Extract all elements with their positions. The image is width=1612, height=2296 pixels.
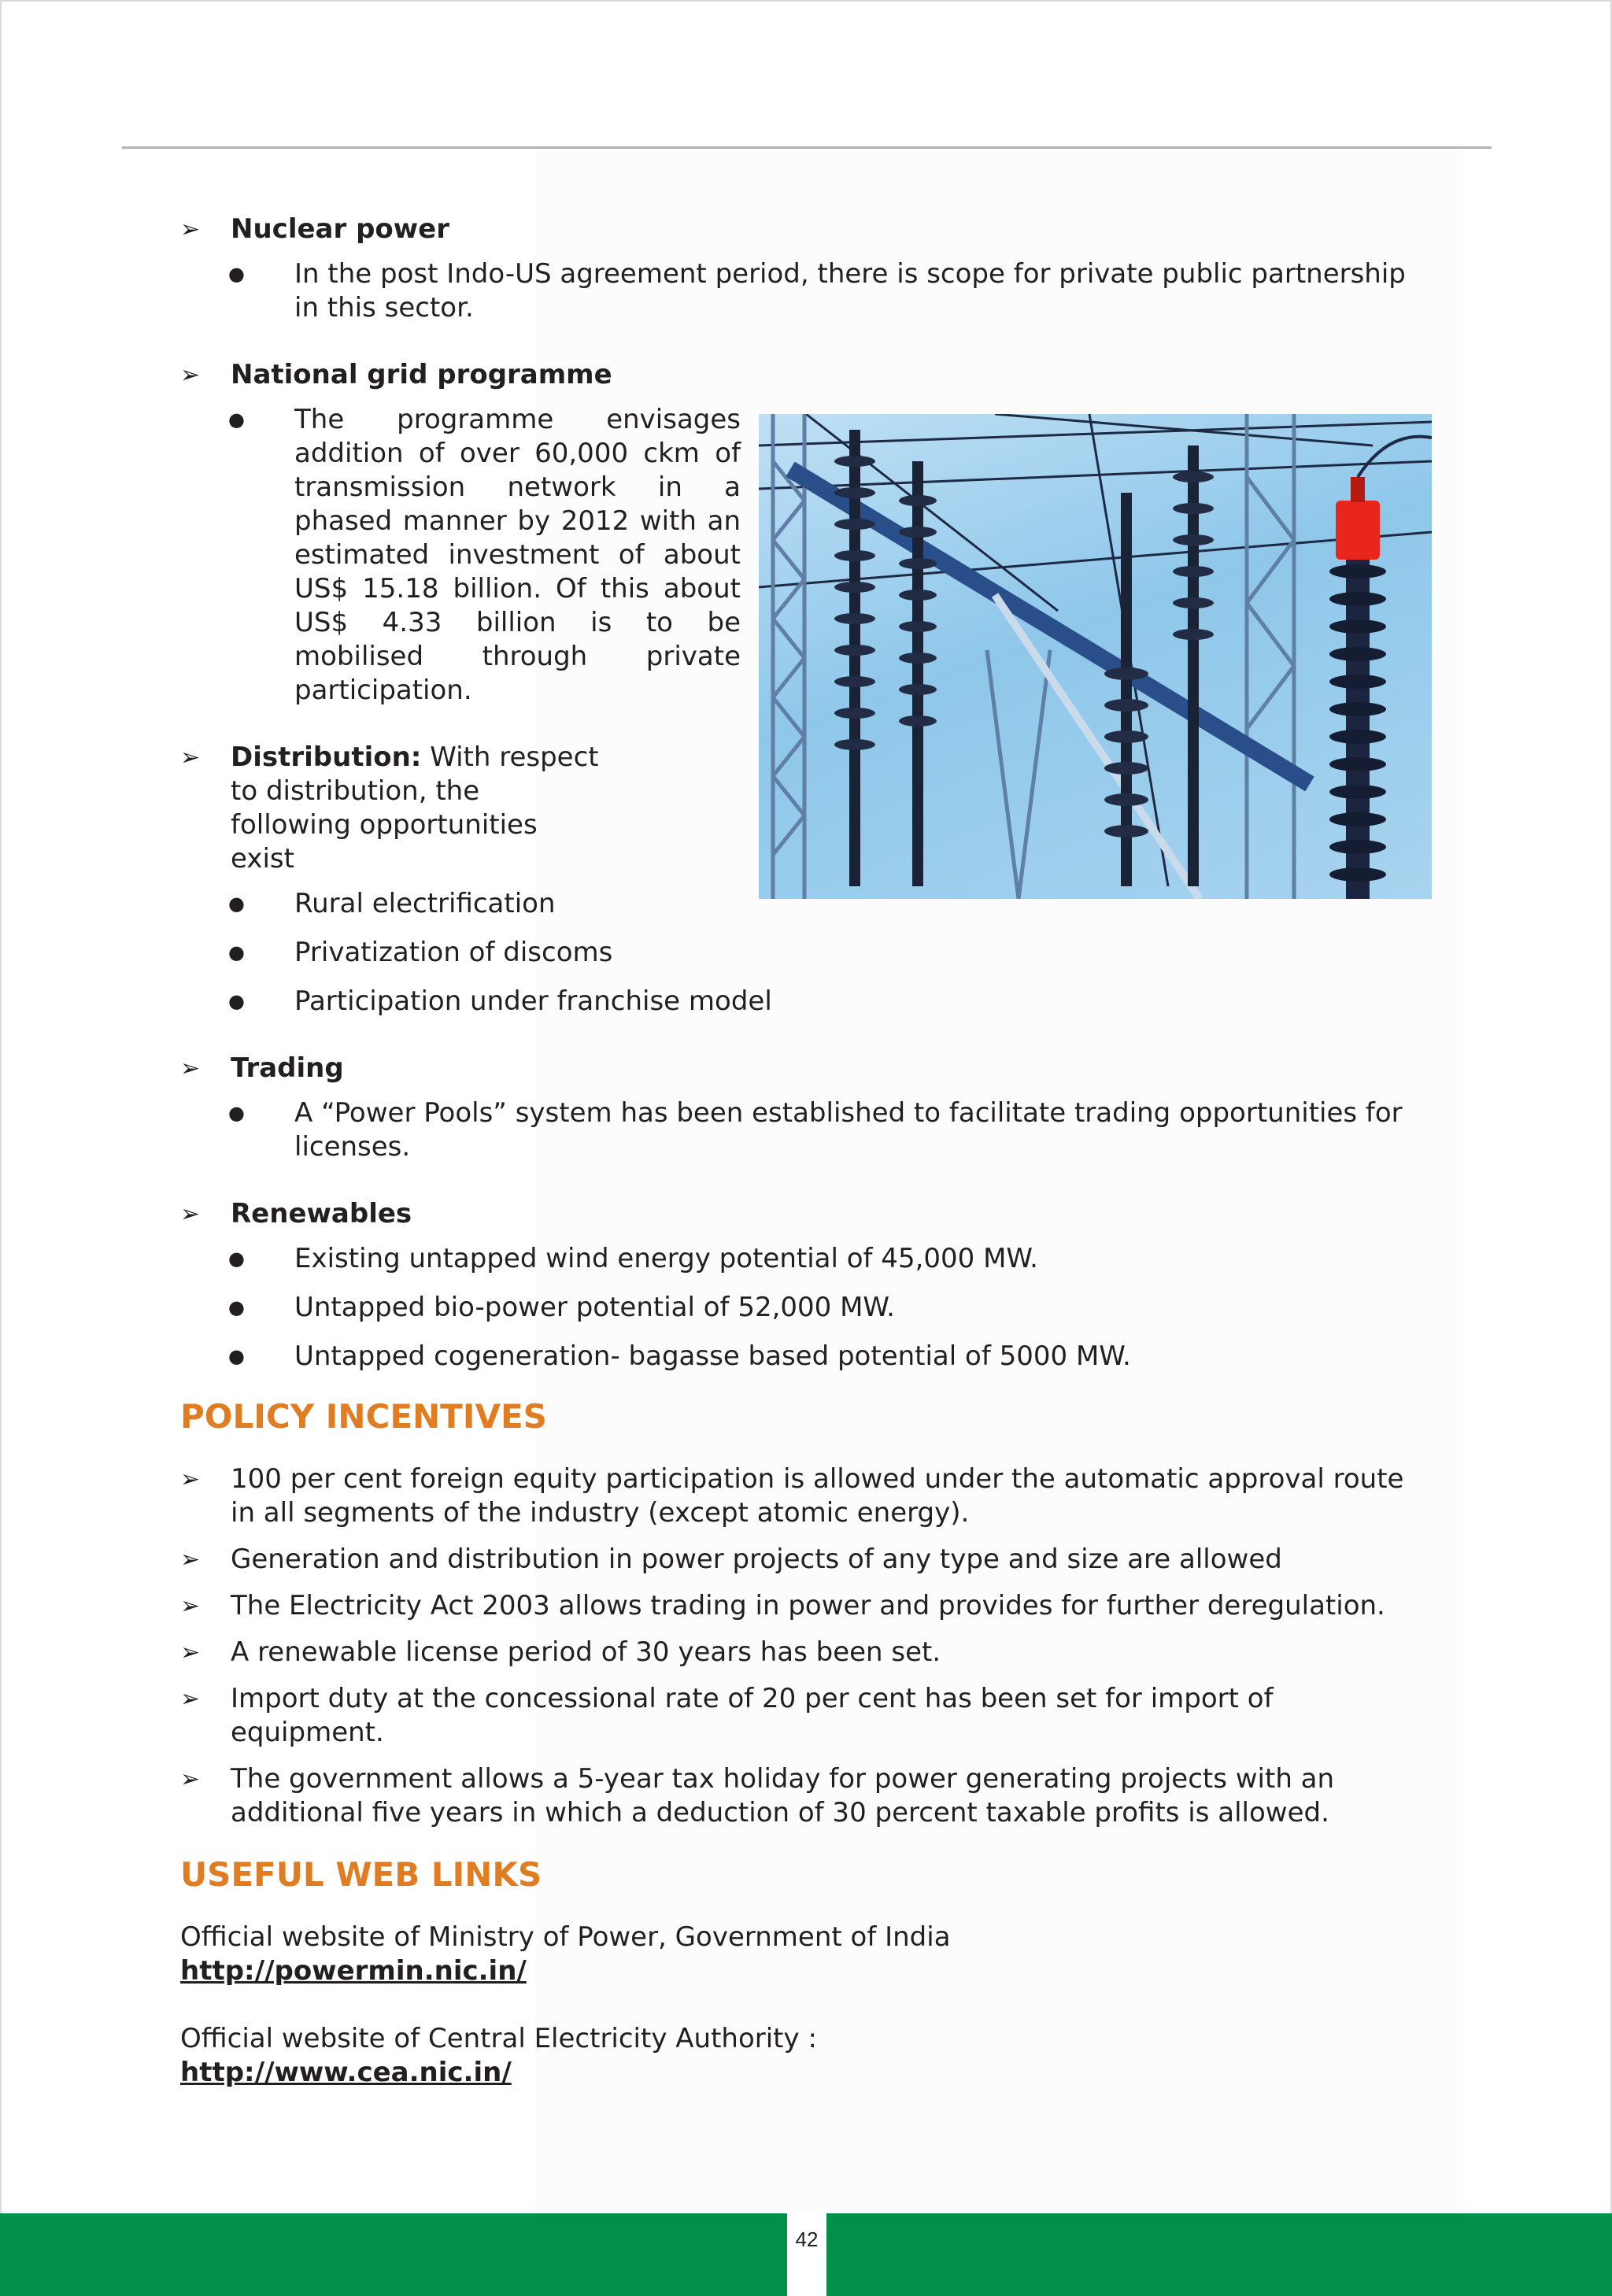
- dot-bullet-icon: ●: [228, 1248, 245, 1270]
- page-number: 42: [787, 2213, 826, 2296]
- powermin-link[interactable]: http://powermin.nic.in/: [180, 1955, 527, 1987]
- arrow-bullet-icon: ➢: [180, 1592, 201, 1620]
- policy-item: [180, 1462, 1432, 1530]
- list-item: [180, 887, 1432, 921]
- list-item: [180, 257, 1432, 325]
- dot-bullet-icon: ●: [228, 1345, 245, 1367]
- dot-bullet-icon: ●: [228, 263, 245, 285]
- policy-item: [180, 1682, 1432, 1750]
- policy-item-text: A renewable license period of 30 years has been set.: [231, 1636, 941, 1668]
- list-item-text: Existing untapped wind energy potential of 45,000 MW.: [294, 1243, 1038, 1274]
- main-content: [180, 213, 1432, 2090]
- section-title: Trading: [231, 1052, 344, 1084]
- section-title: Renewables: [231, 1198, 412, 1229]
- arrow-bullet-icon: ➢: [180, 1055, 201, 1082]
- section-title: Nuclear power: [231, 213, 450, 245]
- section-nuclear-power: [180, 213, 1432, 246]
- list-item: [180, 936, 1432, 970]
- section-title: Distribution:: [231, 741, 422, 773]
- list-item: [180, 1096, 1432, 1164]
- policy-item-text: The Electricity Act 2003 allows trading in power and provides for further deregulation.: [231, 1590, 1385, 1621]
- arrow-bullet-icon: ➢: [180, 1466, 201, 1493]
- section-distribution: [180, 741, 605, 876]
- arrow-bullet-icon: ➢: [180, 216, 201, 243]
- policy-item-text: Import duty at the concessional rate of 20 per cent has been set for import of equipment.: [231, 1683, 1274, 1748]
- dot-bullet-icon: ●: [228, 409, 245, 431]
- list-item-text: The programme envisages addition of over 60,000 ckm of transmission network in a phased manner by 2012 with an estimated investment of about US$ 15.18 billion. Of this about US$ 4.33 billion is to be mobilised through private participation.: [294, 404, 741, 706]
- list-item-text: Participation under franchise model: [294, 985, 772, 1017]
- list-item-text: Privatization of discoms: [294, 937, 613, 968]
- list-item-text: A “Power Pools” system has been established to facilitate trading opportunities for licenses.: [294, 1097, 1403, 1163]
- dot-bullet-icon: ●: [228, 1102, 245, 1124]
- list-item-text: Untapped cogeneration- bagasse based potential of 5000 MW.: [294, 1340, 1131, 1372]
- policy-item: [180, 1589, 1432, 1623]
- web-link-entry: [180, 1921, 1432, 1988]
- web-link-entry: [180, 2022, 1432, 2090]
- list-item: [180, 1242, 1432, 1276]
- dot-bullet-icon: ●: [228, 990, 245, 1012]
- section-renewables: [180, 1197, 1432, 1231]
- dot-bullet-icon: ●: [228, 941, 245, 963]
- dot-bullet-icon: ●: [228, 1296, 245, 1318]
- section-national-grid: [180, 358, 1432, 392]
- policy-heading: POLICY INCENTIVES: [180, 1397, 547, 1436]
- arrow-bullet-icon: ➢: [180, 361, 201, 389]
- dot-bullet-icon: ●: [228, 893, 245, 915]
- list-item: [180, 1340, 1432, 1374]
- links-heading: USEFUL WEB LINKS: [180, 1855, 542, 1894]
- list-item: [180, 403, 741, 708]
- header-rule: [122, 146, 1492, 149]
- arrow-bullet-icon: ➢: [180, 1546, 201, 1573]
- web-link-label: Official website of Central Electricity Authority :: [180, 2023, 817, 2054]
- policy-item: [180, 1762, 1432, 1830]
- arrow-bullet-icon: ➢: [180, 1765, 201, 1793]
- policy-item-text: The government allows a 5-year tax holiday for power generating projects with an additional five years in which a deduction of 30 percent taxable profits is allowed.: [231, 1763, 1335, 1828]
- policy-item: [180, 1636, 1432, 1669]
- cea-link[interactable]: http://www.cea.nic.in/: [180, 2057, 512, 2088]
- list-item-text: Rural electrification: [294, 888, 556, 919]
- arrow-bullet-icon: ➢: [180, 1685, 201, 1713]
- list-item-text: In the post Indo-US agreement period, there is scope for private public partnership in this sector.: [294, 258, 1406, 324]
- section-trading: [180, 1052, 1432, 1085]
- section-title: National grid programme: [231, 359, 612, 390]
- list-item-text: Untapped bio-power potential of 52,000 MW.: [294, 1292, 895, 1323]
- list-item: [180, 1291, 1432, 1325]
- arrow-bullet-icon: ➢: [180, 1200, 201, 1228]
- list-item: [180, 985, 1432, 1019]
- policy-item: [180, 1543, 1432, 1577]
- arrow-bullet-icon: ➢: [180, 1639, 201, 1666]
- policy-item-text: 100 per cent foreign equity participation is allowed under the automatic approval route in all segments of the industry (except atomic energy).: [231, 1463, 1404, 1529]
- policy-item-text: Generation and distribution in power projects of any type and size are allowed: [231, 1544, 1282, 1575]
- arrow-bullet-icon: ➢: [180, 744, 201, 771]
- web-link-label: Official website of Ministry of Power, Government of India: [180, 1921, 951, 1953]
- section-intro: With respect to distribution, the following opportunities exist: [231, 741, 599, 874]
